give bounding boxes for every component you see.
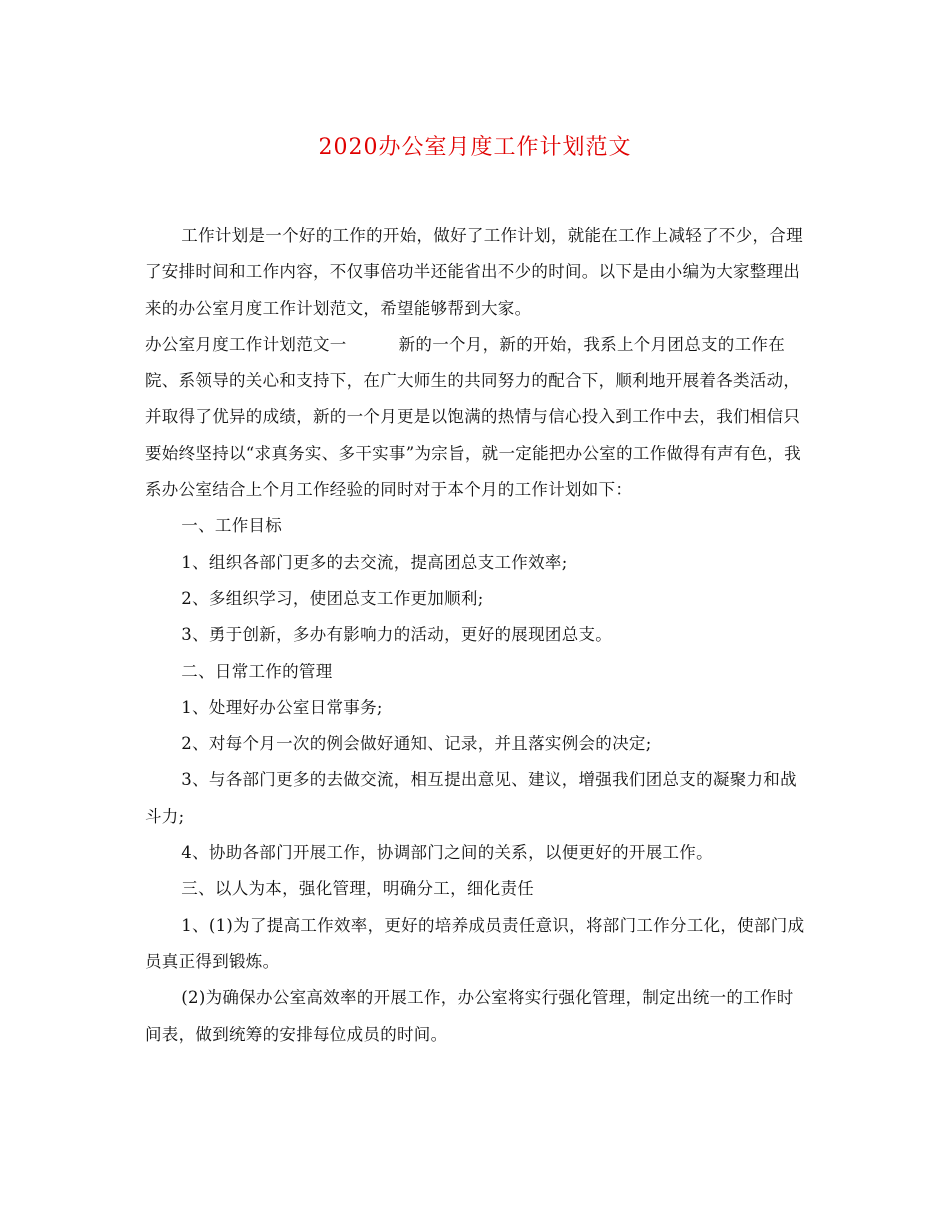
heading-work-goals: 一、工作目标 (181, 516, 283, 536)
document-body (145, 218, 810, 1053)
intro-paragraph: 工作计划是一个好的工作的开始，做好了工作计划，就能在工作上减轻了不少，合理了安排时间和工作内容，不仅事倍功半还能省出不少的时间。以下是由小编为大家整理出来的办公室月度工作计划范文，希望能够帮到大家。 (145, 226, 803, 318)
heading-people-oriented: 三、以人为本，强化管理，明确分工，细化责任 (181, 879, 535, 899)
people-item-1: 1、(1)为了提高工作效率，更好的培养成员责任意识，将部门工作分工化，使部门成员真正得到锻炼。 (145, 915, 805, 971)
people-item-2: (2)为确保办公室高效率的开展工作，办公室将实行强化管理，制定出统一的工作时间表，做到统筹的安排每位成员的时间。 (145, 988, 794, 1044)
management-item-1: 1、处理好办公室日常事务; (181, 697, 383, 717)
section-heading: 办公室月度工作计划范文一 (145, 334, 347, 354)
document-title: 2020办公室月度工作计划范文 (318, 135, 632, 160)
management-item-2: 2、对每个月一次的例会做好通知、记录，并且落实例会的决定; (181, 734, 652, 754)
section-paragraph (145, 327, 810, 508)
management-item-3: 3、与各部门更多的去做交流，相互提出意见、建议，增强我们团总支的凝聚力和战斗力; (145, 770, 797, 826)
management-item-4: 4、协助各部门开展工作，协调部门之间的关系，以便更好的开展工作。 (181, 843, 713, 863)
goal-item-2: 2、多组织学习，使团总支工作更加顺利; (181, 588, 484, 608)
goal-item-3: 3、勇于创新，多办有影响力的活动，更好的展现团总支。 (181, 625, 613, 645)
goal-item-1: 1、组织各部门更多的去交流，提高团总支工作效率; (181, 552, 568, 572)
section-paragraph-text: 新的一个月，新的开始，我系上个月团总支的工作在院、系领导的关心和支持下，在广大师生的共同努力的配合下，顺利地开展着各类活动，并取得了优异的成绩，新的一个月更是以饱满的热情与信心投入到工作中去，我们相信只要始终坚持以“求真务实、多干实事”为宗旨，就一定能把办公室的工作做得有声有色，我系办公室结合上个月工作经验的同时对于本个月的工作计划如下： (145, 334, 801, 500)
heading-daily-management: 二、日常工作的管理 (181, 661, 333, 681)
